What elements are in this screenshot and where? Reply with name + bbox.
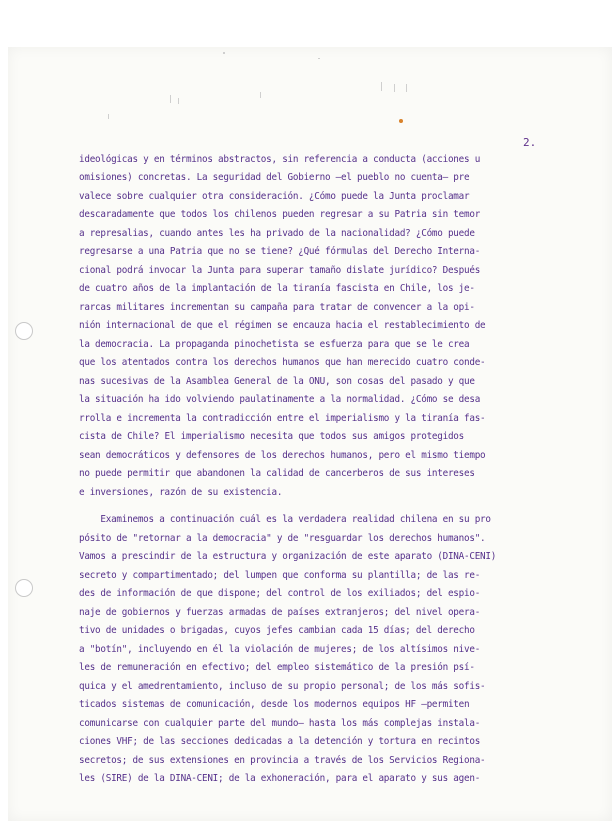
text-line: la democracia. La propaganda pinochetista se esfuerza para que se le crea	[79, 339, 470, 350]
text-line: descaradamente que todos los chilenos pueden regresar a su Patria sin temor	[79, 209, 481, 220]
text-line: secretos; de sus extensiones en provincia a través de los Servicios Regiona-	[79, 755, 486, 766]
text-line: omisiones) concretas. La seguridad del Gobierno —el pueblo no cuenta— pre	[79, 172, 470, 183]
orange-mark	[399, 119, 403, 123]
text-line: les (SIRE) de la DINA-CENI; de la exhoneración, para el aparato y sus agen-	[79, 773, 481, 784]
text-line: Examinemos a continuación cuál es la verdadera realidad chilena en su pro	[79, 514, 491, 525]
text-line: des de información de que dispone; del control de los exiliados; del espio-	[79, 588, 481, 599]
text-line: nión internacional de que el régimen se encauza hacia el restablecimiento de	[79, 320, 486, 331]
text-line: valece sobre cualquier otra consideración. ¿Cómo puede la Junta proclamar	[79, 191, 470, 202]
text-line: comunicarse con cualquier parte del mundo— hasta los más complejas instala-	[79, 718, 481, 729]
text-line: cional podrá invocar la Junta para superar tamaño dislate jurídico? Después	[79, 265, 481, 276]
text-line: nas sucesivas de la Asamblea General de la ONU, son cosas del pasado y que	[79, 376, 475, 387]
text-line: pósito de "retornar a la democracia" y de "resguardar los derechos humanos".	[79, 533, 486, 544]
text-line: regresarse a una Patria que no se tiene? ¿Qué fórmulas del Derecho Interna-	[79, 246, 481, 257]
text-line: a represalias, cuando antes les ha privado de la nacionalidad? ¿Cómo puede	[79, 228, 475, 239]
text-line: Vamos a prescindir de la estructura y organización de este aparato (DINA-CENI)	[79, 551, 497, 562]
text-line: quica y el amedrentamiento, incluso de su propio personal; de los más sofis-	[79, 681, 486, 692]
punch-hole-upper	[15, 322, 33, 340]
text-line: ideológicas y en términos abstractos, sin referencia a conducta (acciones u	[79, 154, 481, 165]
text-line: a "botín", incluyendo en él la violación de mujeres; de los altísimos nive-	[79, 644, 481, 655]
text-line: sean democráticos y defensores de los derechos humanos, pero el mismo tiempo	[79, 450, 486, 461]
text-line: ticados sistemas de comunicación, desde los modernos equipos HF —permiten	[79, 699, 470, 710]
punch-hole-lower	[15, 579, 33, 597]
text-line: tivo de unidades o brigadas, cuyos jefes cambian cada 15 días; del derecho	[79, 625, 475, 636]
text-line: no puede permitir que abandonen la calidad de cancerberos de sus intereses	[79, 468, 475, 479]
text-line: secreto y compartimentado; del lumpen que conforma su plantilla; de las re-	[79, 570, 481, 581]
text-line: les de remuneración en efectivo; del empleo sistemático de la presión psí-	[79, 662, 475, 673]
text-line: que los atentados contra los derechos humanos que han merecido cuatro conde-	[79, 357, 486, 368]
text-line: cista de Chile? El imperialismo necesita que todos sus amigos protegidos	[79, 431, 464, 442]
text-line: rarcas militares incrementan su campaña para tratar de convencer a la opi-	[79, 302, 475, 313]
text-line: naje de gobiernos y fuerzas armadas de países extranjeros; del nivel opera-	[79, 607, 481, 618]
text-line: de cuatro años de la implantación de la tiranía fascista en Chile, los je-	[79, 283, 475, 294]
text-line: la situación ha ido volviendo paulatinamente a la normalidad. ¿Cómo se desa	[79, 394, 481, 405]
text-line: rrolla e incrementa la contradicción entre el imperialismo y la tiranía fas-	[79, 413, 486, 424]
text-line: ciones VHF; de las secciones dedicadas a la detención y tortura en recintos	[79, 736, 481, 747]
page-number: 2.	[523, 136, 537, 149]
text-line: e inversiones, razón de su existencia.	[79, 487, 283, 498]
